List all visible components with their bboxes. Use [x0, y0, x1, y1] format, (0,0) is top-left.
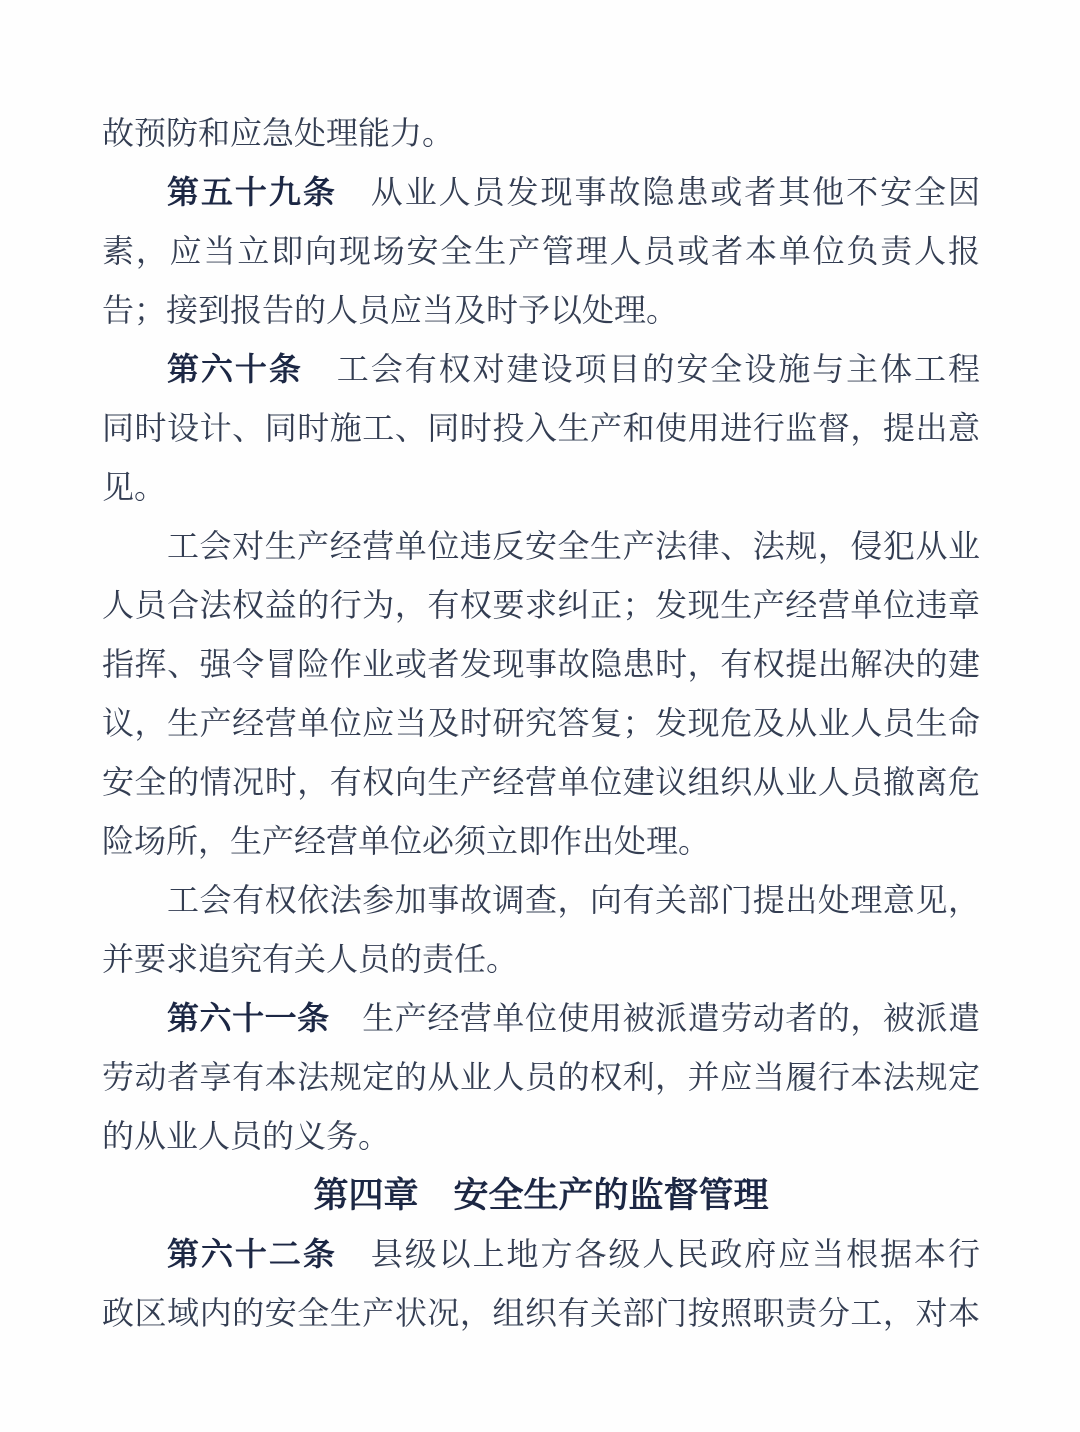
- article-number: 第五十九条: [167, 174, 337, 210]
- text-line-12: [102, 753, 980, 812]
- line-text: 指挥、强令冒险作业或者发现事故隐患时，有权提出解决的建: [102, 646, 980, 682]
- article-number: 第六十条: [167, 351, 303, 387]
- line-text: 政区域内的安全生产状况，组织有关部门按照职责分工，对本: [102, 1295, 980, 1331]
- line-text: 的从业人员的义务。: [102, 1118, 391, 1154]
- line-text: 人员合法权益的行为，有权要求纠正；发现生产经营单位违章: [102, 587, 980, 623]
- text-line-15: [102, 930, 980, 989]
- line-text: 同时设计、同时施工、同时投入生产和使用进行监督，提出意: [102, 410, 980, 446]
- text-line-13: [102, 812, 980, 871]
- article-number: 第六十二条: [167, 1236, 337, 1272]
- text-line-20-article-62: [102, 1225, 980, 1284]
- line-text: 劳动者享有本法规定的从业人员的权利，并应当履行本法规定: [102, 1059, 980, 1095]
- text-line-17: [102, 1048, 980, 1107]
- line-text: 素，应当立即向现场安全生产管理人员或者本单位负责人报: [102, 233, 980, 269]
- text-line-3: [102, 222, 980, 281]
- chapter-heading-text: 第四章 安全生产的监督管理: [313, 1176, 769, 1215]
- text-line-2-article-59: [102, 163, 980, 222]
- text-line-16-article-61: [102, 989, 980, 1048]
- text-line-14: [102, 871, 980, 930]
- line-text: 工会对生产经营单位违反安全生产法律、法规，侵犯从业: [167, 528, 980, 564]
- line-text: 从业人员发现事故隐患或者其他不安全因: [336, 174, 980, 210]
- article-number: 第六十一条: [167, 1000, 330, 1036]
- text-line-5-article-60: [102, 340, 980, 399]
- line-text: 见。: [102, 469, 167, 505]
- line-text: 县级以上地方各级人民政府应当根据本行: [336, 1236, 980, 1272]
- line-text: 议，生产经营单位应当及时研究答复；发现危及从业人员生命: [102, 705, 980, 741]
- text-line-21: [102, 1284, 980, 1343]
- line-text: 故预防和应急处理能力。: [102, 115, 455, 151]
- line-text: 告；接到报告的人员应当及时予以处理。: [102, 292, 679, 328]
- text-line-18: [102, 1107, 980, 1166]
- line-text: 生产经营单位使用被派遣劳动者的，被派遣: [329, 1000, 980, 1036]
- text-line-8: [102, 517, 980, 576]
- text-line-9: [102, 576, 980, 635]
- text-line-7: [102, 458, 980, 517]
- text-line-11: [102, 694, 980, 753]
- line-text: 安全的情况时，有权向生产经营单位建议组织从业人员撤离危: [102, 764, 980, 800]
- chapter-heading: [102, 1166, 980, 1225]
- line-text: 并要求追究有关人员的责任。: [102, 941, 519, 977]
- line-text: 险场所，生产经营单位必须立即作出处理。: [102, 823, 711, 859]
- text-line-10: [102, 635, 980, 694]
- text-line-6: [102, 399, 980, 458]
- line-text: 工会有权依法参加事故调查，向有关部门提出处理意见，: [167, 882, 980, 918]
- page-text-content: [102, 104, 980, 1343]
- line-text: 工会有权对建设项目的安全设施与主体工程: [302, 351, 980, 387]
- text-line-4: [102, 281, 980, 340]
- text-line-1: [102, 104, 980, 163]
